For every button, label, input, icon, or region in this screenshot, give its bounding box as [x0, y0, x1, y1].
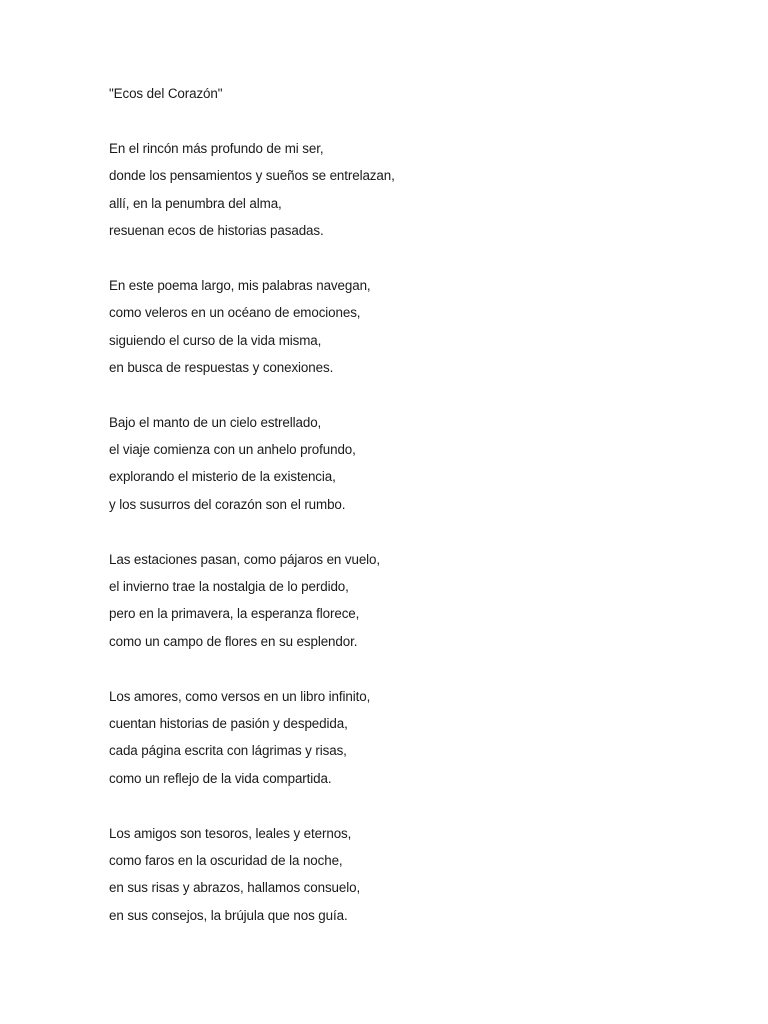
- poem-line: cada página escrita con lágrimas y risas,: [109, 743, 347, 759]
- poem-line: como faros en la oscuridad de la noche,: [109, 852, 343, 868]
- poem-line: como un campo de flores en su esplendor.: [109, 633, 358, 649]
- poem-line: y los susurros del corazón son el rumbo.: [109, 496, 346, 512]
- poem-line: en sus consejos, la brújula que nos guía.: [109, 907, 348, 923]
- poem-line: como veleros en un océano de emociones,: [109, 305, 361, 321]
- poem-line: Los amores, como versos en un libro infinito,: [109, 688, 371, 704]
- poem-line: el viaje comienza con un anhelo profundo,: [109, 442, 356, 458]
- poem-line: resuenan ecos de historias pasadas.: [109, 222, 324, 238]
- poem-line: como un reflejo de la vida compartida.: [109, 770, 332, 786]
- poem-line: explorando el misterio de la existencia,: [109, 469, 336, 485]
- poem-line: Bajo el manto de un cielo estrellado,: [109, 414, 322, 430]
- poem-line: donde los pensamientos y sueños se entrelazan,: [109, 168, 395, 184]
- poem-title: "Ecos del Corazón": [109, 86, 223, 101]
- poem-line: el invierno trae la nostalgia de lo perdido,: [109, 579, 349, 595]
- poem-body: [109, 84, 709, 961]
- stanza: [109, 824, 709, 934]
- stanza: [109, 413, 709, 523]
- poem-line: cuentan historias de pasión y despedida,: [109, 715, 348, 731]
- poem-line: Las estaciones pasan, como pájaros en vuelo,: [109, 551, 381, 567]
- title-spacer: [109, 111, 709, 138]
- poem-line: pero en la primavera, la esperanza florece,: [109, 606, 360, 622]
- stanza: [109, 276, 709, 386]
- poem-line: siguiendo el curso de la vida misma,: [109, 332, 322, 348]
- poem-line: Los amigos son tesoros, leales y eternos,: [109, 825, 352, 841]
- poem-line: En el rincón más profundo de mi ser,: [109, 140, 324, 156]
- stanza: [109, 139, 709, 249]
- poem-line: allí, en la penumbra del alma,: [109, 195, 282, 211]
- stanza: [109, 687, 709, 797]
- poem-line: en sus risas y abrazos, hallamos consuelo,: [109, 880, 361, 896]
- poem-line: en busca de respuestas y conexiones.: [109, 359, 334, 375]
- poem-line: En este poema largo, mis palabras navegan,: [109, 277, 371, 293]
- stanza: [109, 550, 709, 660]
